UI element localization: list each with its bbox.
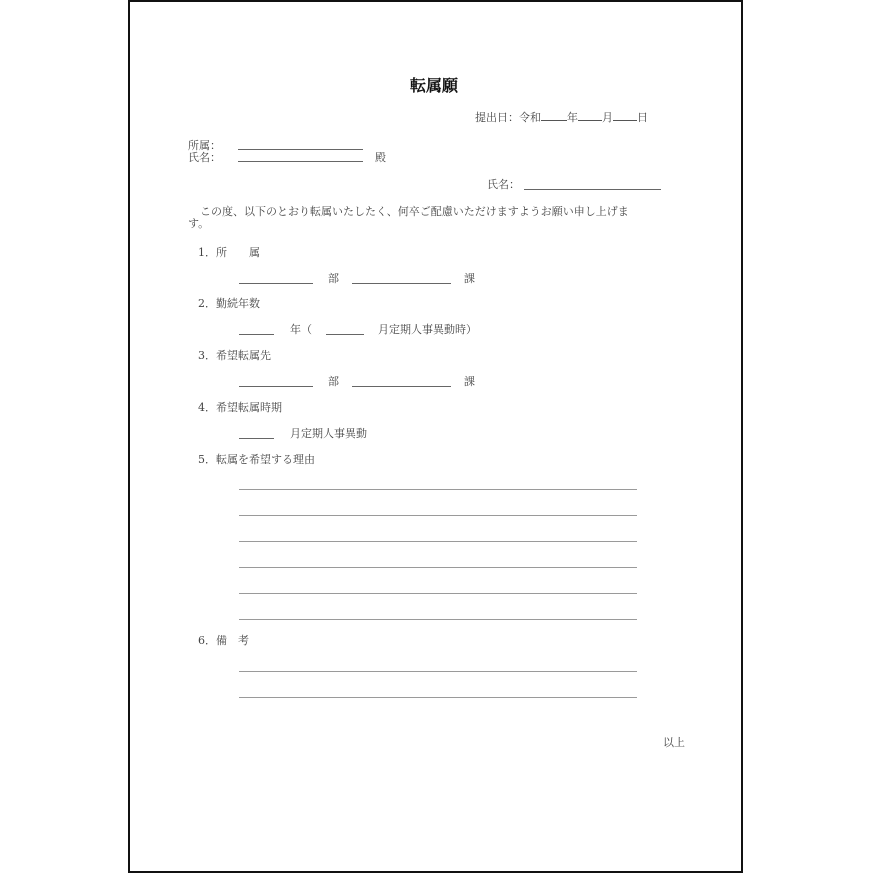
s3-dept-blank[interactable] [239,386,313,387]
s1-section-label: 課 [464,272,475,285]
reason-line-6[interactable] [239,619,637,620]
reason-line-5[interactable] [239,593,637,594]
intro-line-1: この度、以下のとおり転属いたしたく、何卒ご配慮いただけますようお願い申し上げま [200,205,629,218]
section-2-heading: 2．勤続年数 [198,297,260,310]
intro-line-2: す。 [188,217,210,230]
reason-line-4[interactable] [239,567,637,568]
closing-text: 以上 [663,736,685,749]
remarks-line-1[interactable] [239,671,637,672]
reason-line-2[interactable] [239,515,637,516]
document-page [128,0,743,873]
section-4-heading: 4．希望転属時期 [198,401,282,414]
s2-years-blank[interactable] [239,334,274,335]
year-blank[interactable] [541,111,567,121]
section-5-heading: 5．転属を希望する理由 [198,453,315,466]
submission-date-label: 提出日：令和 [475,111,541,124]
s2-month-label: 月定期人事異動時） [378,323,477,336]
section-6-heading: 6．備 考 [198,634,249,647]
year-label: 年 [567,111,578,124]
honorific-dono: 殿 [375,151,386,164]
s1-dept-label: 部 [328,272,339,285]
s1-section-blank[interactable] [352,283,451,284]
s4-month-label: 月定期人事異動 [290,427,367,440]
addressee-dept-blank[interactable] [238,149,363,150]
month-label: 月 [602,111,613,124]
reason-line-1[interactable] [239,489,637,490]
month-blank[interactable] [578,111,602,121]
s3-dept-label: 部 [328,375,339,388]
reason-line-3[interactable] [239,541,637,542]
addressee-name-label: 氏名： [188,151,221,164]
s2-month-blank[interactable] [326,334,364,335]
addressee-name-blank[interactable] [238,161,363,162]
s2-years-label: 年（ [290,323,312,336]
addressee-dept-label: 所属： [188,139,221,152]
applicant-name-label: 氏名： [487,178,520,191]
section-1-heading: 1．所 属 [198,246,260,259]
section-3-heading: 3．希望転属先 [198,349,271,362]
submission-date [475,111,648,124]
day-label: 日 [637,111,648,124]
s4-month-blank[interactable] [239,438,274,439]
document-title: 転属願 [410,76,459,95]
s3-section-label: 課 [464,375,475,388]
remarks-line-2[interactable] [239,697,637,698]
s3-section-blank[interactable] [352,386,451,387]
s1-dept-blank[interactable] [239,283,313,284]
day-blank[interactable] [613,111,637,121]
applicant-name-blank[interactable] [524,189,661,190]
